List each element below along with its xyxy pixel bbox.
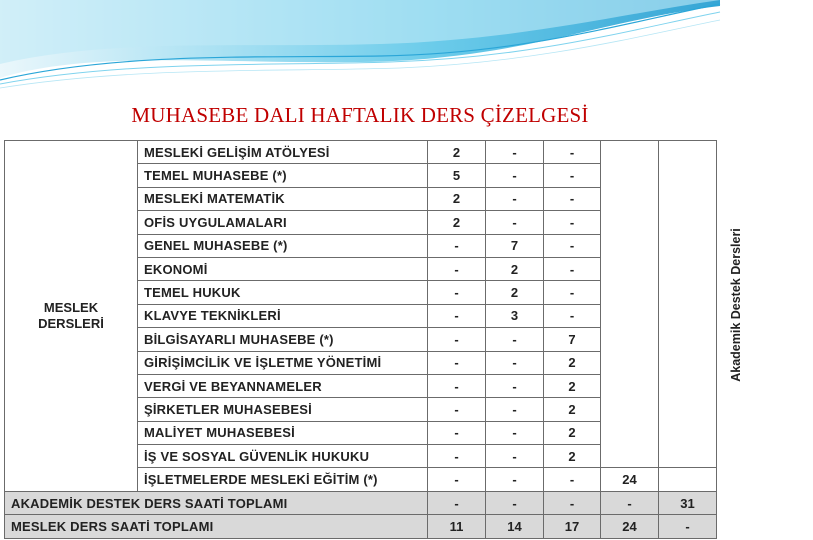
course-name: VERGİ VE BEYANNAMELER — [138, 374, 428, 397]
course-name: KLAVYE TEKNİKLERİ — [138, 304, 428, 327]
hours-grade-3: - — [544, 304, 601, 327]
header-wave-banner — [0, 0, 720, 90]
hours-grade-1: - — [428, 421, 486, 444]
hours-grade-3: - — [544, 281, 601, 304]
hours-grade-1: 2 — [428, 187, 486, 210]
course-name: EKONOMİ — [138, 257, 428, 280]
hours-grade-3: - — [544, 187, 601, 210]
hours-grade-2: - — [486, 445, 544, 468]
schedule-table-container — [4, 140, 743, 540]
course-name: OFİS UYGULAMALARI — [138, 211, 428, 234]
hours-grade-2: - — [486, 187, 544, 210]
table-row — [5, 141, 717, 164]
hours-grade-2: - — [486, 141, 544, 164]
course-name: ŞİRKETLER MUHASEBESİ — [138, 398, 428, 421]
group-label-line1: MESLEK — [43, 299, 99, 315]
hours-grade-2: - — [486, 468, 544, 491]
course-name: İŞLETMELERDE MESLEKİ EĞİTİM (*) — [138, 468, 428, 491]
course-name: İŞ VE SOSYAL GÜVENLİK HUKUKU — [138, 445, 428, 468]
total-academic-support: - — [659, 515, 717, 538]
total-grade-2: - — [486, 491, 544, 514]
hours-grade-3: 2 — [544, 398, 601, 421]
total-row-vocational — [5, 515, 717, 538]
hours-grade-3: 2 — [544, 351, 601, 374]
hours-grade-2: 2 — [486, 281, 544, 304]
hours-grade-3: - — [544, 211, 601, 234]
hours-grade-3: 7 — [544, 328, 601, 351]
hours-grade-2: - — [486, 211, 544, 234]
hours-grade-1: 2 — [428, 211, 486, 234]
total-grade-1: - — [428, 491, 486, 514]
total-grade-4: 24 — [601, 515, 659, 538]
hours-grade-4: 24 — [601, 468, 659, 491]
course-name: MESLEKİ MATEMATİK — [138, 187, 428, 210]
hours-grade-3: 2 — [544, 374, 601, 397]
hours-grade-1: - — [428, 234, 486, 257]
hours-grade-3: - — [544, 257, 601, 280]
hours-grade-3: - — [544, 234, 601, 257]
hours-grade-1: - — [428, 445, 486, 468]
hours-grade-2: - — [486, 328, 544, 351]
course-name: TEMEL HUKUK — [138, 281, 428, 304]
total-grade-1: 11 — [428, 515, 486, 538]
page-title: MUHASEBE DALI HAFTALIK DERS ÇİZELGESİ — [131, 103, 589, 127]
hours-grade-3: - — [544, 141, 601, 164]
hours-grade-3: 2 — [544, 421, 601, 444]
hours-grade-4-empty — [601, 141, 659, 468]
course-name: GENEL MUHASEBE (*) — [138, 234, 428, 257]
course-name: GİRİŞİMCİLİK VE İŞLETME YÖNETİMİ — [138, 351, 428, 374]
hours-grade-3: - — [544, 164, 601, 187]
course-name: BİLGİSAYARLI MUHASEBE (*) — [138, 328, 428, 351]
hours-grade-1: - — [428, 328, 486, 351]
hours-grade-3: - — [544, 468, 601, 491]
hours-grade-2: - — [486, 398, 544, 421]
schedule-table — [4, 140, 743, 539]
total-academic-support: 31 — [659, 491, 717, 514]
hours-grade-2: - — [486, 421, 544, 444]
total-label: MESLEK DERS SAATİ TOPLAMI — [5, 515, 428, 538]
hours-grade-1: - — [428, 398, 486, 421]
group-label-line2: DERSLERİ — [38, 315, 104, 331]
total-grade-3: 17 — [544, 515, 601, 538]
hours-grade-2: 7 — [486, 234, 544, 257]
hours-grade-2: - — [486, 351, 544, 374]
vertical-label: Akademik Destek Dersleri — [728, 227, 743, 382]
hours-grade-1: 2 — [428, 141, 486, 164]
total-grade-2: 14 — [486, 515, 544, 538]
course-name: MALİYET MUHASEBESİ — [138, 421, 428, 444]
hours-grade-3: 2 — [544, 445, 601, 468]
hours-grade-2: 3 — [486, 304, 544, 327]
hours-grade-2: - — [486, 374, 544, 397]
group-label-meslek-dersleri — [5, 141, 138, 492]
hours-grade-1: - — [428, 304, 486, 327]
total-row-academic-support — [5, 491, 717, 514]
hours-grade-1: 5 — [428, 164, 486, 187]
hours-grade-1: - — [428, 351, 486, 374]
total-label: AKADEMİK DESTEK DERS SAATİ TOPLAMI — [5, 491, 428, 514]
vertical-label-cell — [659, 141, 743, 468]
hours-grade-1: - — [428, 468, 486, 491]
academic-support-empty — [659, 468, 717, 491]
hours-grade-2: - — [486, 164, 544, 187]
hours-grade-1: - — [428, 374, 486, 397]
hours-grade-1: - — [428, 257, 486, 280]
hours-grade-1: - — [428, 281, 486, 304]
hours-grade-2: 2 — [486, 257, 544, 280]
course-name: TEMEL MUHASEBE (*) — [138, 164, 428, 187]
total-grade-4: - — [601, 491, 659, 514]
course-name: MESLEKİ GELİŞİM ATÖLYESİ — [138, 141, 428, 164]
total-grade-3: - — [544, 491, 601, 514]
